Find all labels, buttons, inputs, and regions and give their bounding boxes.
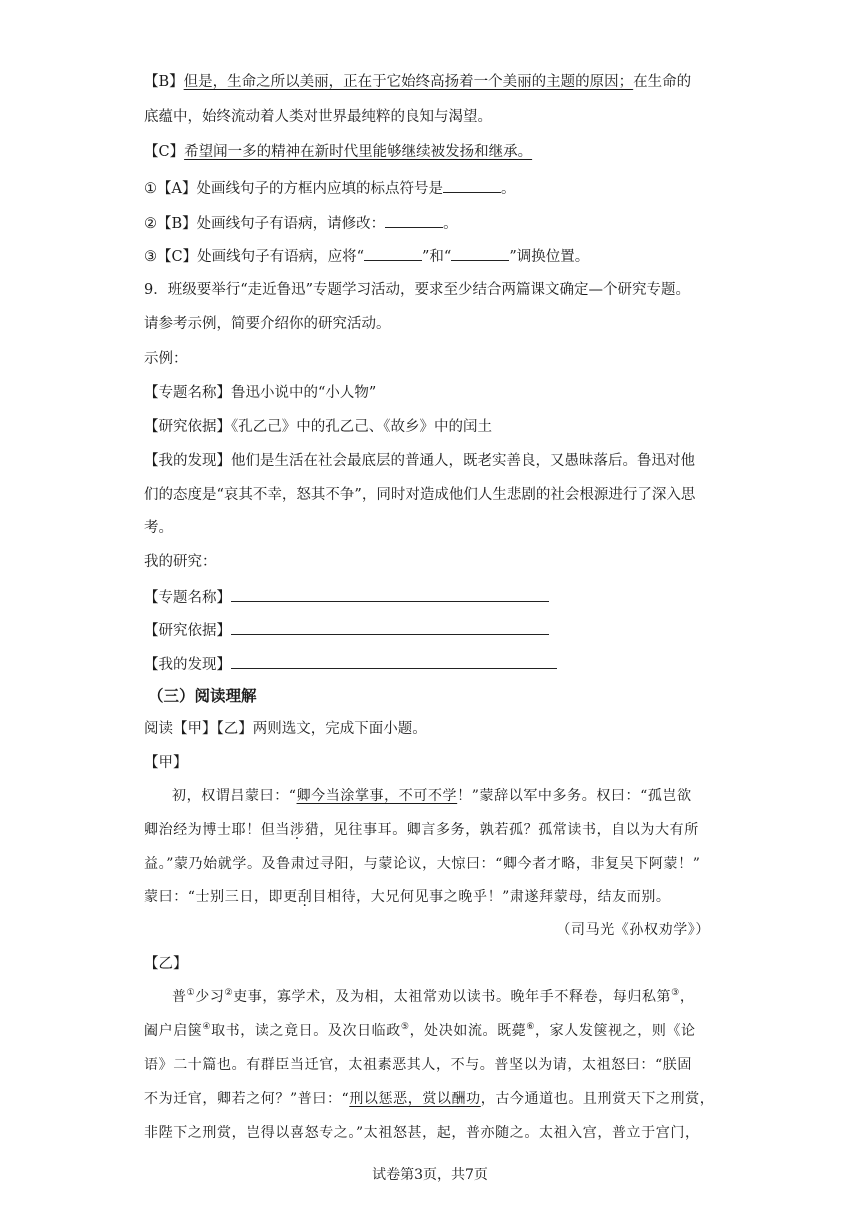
yi-line-2	[144, 1021, 696, 1041]
question-3	[144, 245, 589, 267]
my-topic-row	[144, 586, 549, 608]
question-1-end: 。	[500, 181, 516, 197]
item-b-rest: 在生命的	[633, 74, 692, 90]
question-1	[144, 177, 515, 199]
answer-blank[interactable]	[443, 177, 501, 193]
jia-source: （司马光《孙权劝学》）	[556, 922, 710, 938]
text-segment: 普	[172, 989, 187, 1005]
text-segment: 猎，见往事耳。卿言多务，孰若孤？孤常读书，自以为大有所	[304, 822, 699, 838]
dotted-char: 刮	[297, 889, 313, 905]
item-b-underlined: 但是，生命之所以美丽，正在于它始终高扬着一个美丽的主题的原因；	[183, 74, 634, 90]
footnote-mark: ①	[186, 988, 196, 998]
text-segment: ！”蒙辞以军中多务。权曰：“孤岂欲	[457, 788, 692, 804]
example-finding-1: 【我的发现】他们是生活在社会最底层的普通人，既老实善良，又愚昧落后。鲁迅对他	[144, 453, 695, 469]
text-segment: 初，权谓吕蒙曰：“	[172, 788, 297, 804]
answer-blank[interactable]	[451, 245, 509, 261]
text-segment: 阖户启箧	[144, 1023, 203, 1039]
answer-blank[interactable]	[364, 245, 422, 261]
my-basis-answer-field[interactable]	[231, 619, 549, 635]
footnote-mark: ⑥	[526, 1022, 536, 1032]
example-label: 示例：	[144, 351, 188, 367]
text-segment: 取书，读之竟日。及次日临政	[211, 1023, 401, 1039]
question-3-mid: ”和“	[422, 249, 452, 265]
my-basis-label: 【研究依据】	[144, 623, 231, 639]
page-footer: 试卷第3页，共7页	[372, 1167, 488, 1183]
question-9-line-1: 9．班级要举行“走近鲁迅”专题学习活动，要求至少结合两篇课文确定—个研究专题。	[144, 282, 691, 298]
yi-tag: 【乙】	[144, 956, 188, 972]
section-intro: 阅读【甲】【乙】两则选文，完成下面小题。	[144, 721, 427, 737]
my-finding-answer-field[interactable]	[231, 653, 557, 669]
text-segment: ，家人发箧视之，则《论	[535, 1023, 696, 1039]
my-finding-label: 【我的发现】	[144, 657, 231, 673]
question-3-text: ③【C】处画线句子有语病，应将“	[144, 249, 365, 265]
jia-tag: 【甲】	[144, 755, 188, 771]
text-segment: ，处决如流。既薨	[409, 1023, 527, 1039]
answer-blank[interactable]	[385, 212, 443, 228]
text-segment: 卿治经为博士耶！但当	[144, 822, 290, 838]
text-segment: 目相待，大兄何见事之晚乎！”肃遂拜蒙母，结友而别。	[312, 889, 671, 905]
section-heading: （三）阅读理解	[148, 686, 257, 705]
footnote-mark: ②	[224, 988, 234, 998]
dotted-char: 涉	[290, 822, 305, 838]
yi-line-4	[144, 1089, 714, 1109]
text-segment: 蒙曰：“士别三日，即更	[144, 889, 298, 905]
text-segment: 不为迁官，卿若之何？”普曰：“	[144, 1091, 350, 1107]
item-c-tag: 【C】	[144, 144, 185, 160]
example-finding-2: 们的态度是“哀其不幸，怒其不争”，同时对造成他们人生悲剧的社会根源进行了深入思	[144, 487, 696, 503]
footnote-mark: ④	[202, 1022, 212, 1032]
item-b-line-1	[144, 72, 691, 92]
item-c-underlined: 希望闻一多的精神在新时代里能够继续被发扬和继承。	[184, 144, 533, 160]
jia-line-2	[144, 820, 699, 840]
example-topic: 【专题名称】鲁迅小说中的“小人物”	[144, 385, 377, 401]
footnote-mark: ③	[671, 988, 680, 998]
yi-line-3: 语》二十篇也。有群臣当迁官，太祖素恶其人，不与。普坚以为请，太祖怒曰：“朕固	[144, 1057, 692, 1073]
item-b-tag: 【B】	[144, 74, 184, 90]
question-2-end: 。	[443, 216, 458, 232]
my-research-label: 我的研究：	[144, 554, 217, 570]
item-b-line-2: 底蕴中，始终流动着人类对世界最纯粹的良知与渴望。	[144, 109, 492, 125]
underlined-segment: 卿今当涂掌事，不可不学	[296, 788, 458, 804]
yi-line-1	[172, 987, 694, 1007]
text-segment: ，	[679, 989, 695, 1005]
question-3-end: ”调换位置。	[509, 249, 590, 265]
jia-line-4	[144, 887, 671, 907]
yi-line-5: 非陛下之刑赏，岂得以喜怒专之。”太祖怒甚，起，普亦随之。太祖入宫，普立于宫门，	[144, 1125, 700, 1141]
question-2-text: ②【B】处画线句子有语病，请修改：	[144, 216, 386, 232]
question-2	[144, 212, 458, 234]
text-segment: 吏事，寡学术，及为相，太祖常劝以读书。晚年手不释卷，每归私第	[233, 989, 672, 1005]
my-basis-row	[144, 619, 549, 641]
text-segment: 少习	[195, 989, 225, 1005]
footnote-mark: ⑤	[400, 1022, 410, 1032]
my-topic-label: 【专题名称】	[144, 590, 231, 606]
text-segment: ，古今通道也。且刑赏天下之刑赏，	[480, 1091, 715, 1107]
my-topic-answer-field[interactable]	[231, 586, 549, 602]
question-1-text: ①【A】处画线句子的方框内应填的标点符号是	[144, 181, 443, 197]
jia-line-1	[172, 786, 692, 806]
question-9-line-2: 请参考示例，简要介绍你的研究活动。	[144, 316, 391, 332]
example-finding-3: 考。	[144, 520, 173, 536]
item-c-line	[144, 142, 532, 162]
jia-line-3: 益。”蒙乃始就学。及鲁肃过寻阳，与蒙论议，大惊曰：“卿今者才略，非复吴下阿蒙！”	[144, 856, 701, 872]
underlined-segment: 刑以惩恶，赏以酬功	[349, 1091, 481, 1107]
example-basis: 【研究依据】《孔乙己》中的孔乙己、《故乡》中的闰土	[144, 419, 492, 435]
my-finding-row	[144, 653, 557, 675]
